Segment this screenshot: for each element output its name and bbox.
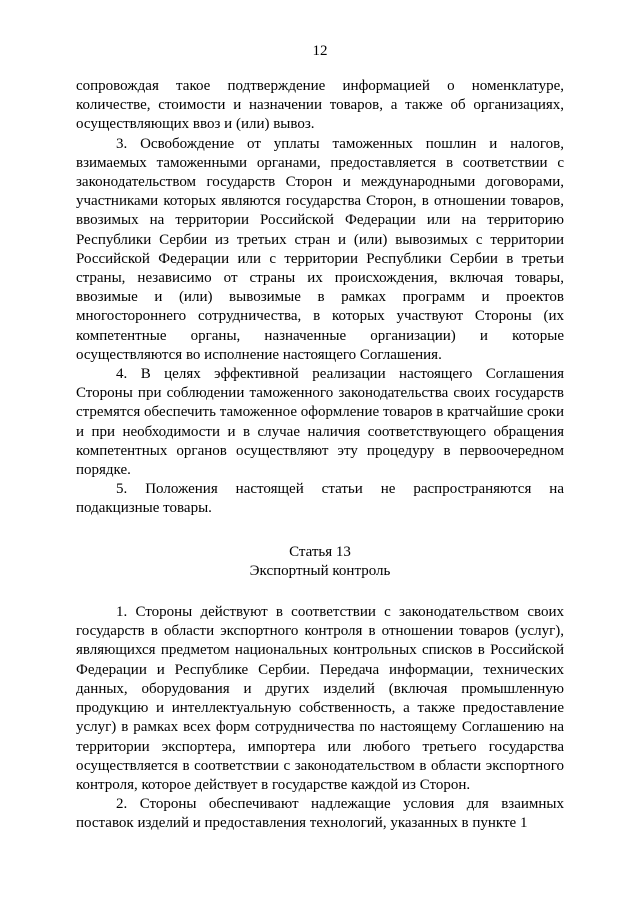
paragraph-item-3: 3. Освобождение от уплаты таможенных пошлин и налогов, взимаемых таможенными органами, предоставляется в соответствии с законодательством государств Сторон и международными договорами, участниками которых являются государства Сторон, в отношении товаров, ввозимых на территории Российской Федерации или на территорию Республики Сербии из третьих стран и (или) вывозимых с территории Российской Федерации или с территории Республики Сербии в третьи страны, независимо от страны их происхождения, включая товары, ввозимые и (или) вывозимые в рамках программ и проектов многостороннего сотрудничества, в которых участвуют Стороны (их компетентные органы, назначенные организации) и которые осуществляются во исполнение настоящего Соглашения.	[76, 135, 564, 363]
paragraph-item-5: 5. Положения настоящей статьи не распространяются на подакцизные товары.	[76, 481, 564, 517]
article-13-paragraph-1: 1. Стороны действуют в соответствии с законодательством своих государств в области экспортного контроля в отношении товаров (услуг), являющихся предметом национальных контрольных списков в Российской Федерации и Республике Сербии. Передача информации, технических данных, оборудования и других изделий (включая промышленную продукцию и интеллектуальную собственность, а также предоставление услуг) в рамках всех форм сотрудничества по настоящему Соглашению на территории экспортера, импортера или любого третьего государства осуществляется в соответствии с законодательством в области экспортного контроля, которое действует в государстве каждой из Сторон.	[76, 604, 564, 793]
paragraph-item-4: 4. В целях эффективной реализации настоящего Соглашения Стороны при соблюдении таможенного законодательства своих государств стремятся обеспечить таможенное оформление товаров в кратчайшие сроки и при необходимости и в случае наличия соответствующего обращения компетентных органов осуществляют эту процедуру в первоочередном порядке.	[76, 366, 564, 479]
article-13-paragraph-2: 2. Стороны обеспечивают надлежащие условия для взаимных поставок изделий и предоставления технологий, указанных в пункте 1	[76, 796, 564, 832]
article-number: Статья 13	[289, 543, 351, 560]
article-title: Экспортный контроль	[249, 562, 391, 579]
document-body	[76, 77, 564, 834]
paragraph-continuation: сопровождая такое подтверждение информацией о номенклатуре, количестве, стоимости и назначении товаров, а также об организациях, осуществляющих ввоз и (или) вывоз.	[76, 78, 564, 133]
page-number: 12	[312, 43, 328, 59]
